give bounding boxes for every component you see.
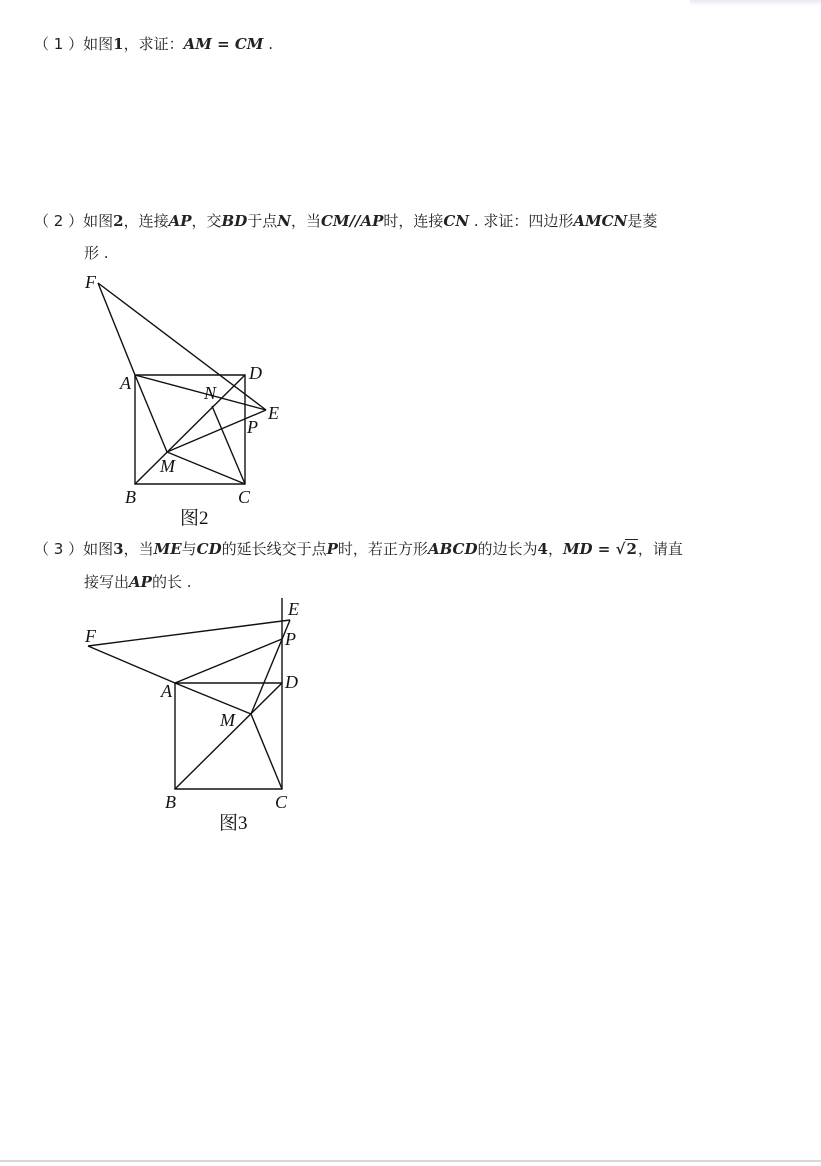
text: 是菱 xyxy=(627,212,658,230)
text: 的边长为 xyxy=(477,540,538,558)
paren-close: ） xyxy=(68,212,84,230)
label-A: A xyxy=(161,681,172,701)
label-F: F xyxy=(85,626,96,646)
label-D: D xyxy=(249,363,262,383)
text: ，求证： xyxy=(123,35,184,53)
part-number: 3 xyxy=(53,540,64,558)
equals-sign: = xyxy=(592,540,616,558)
question-part-2-line-2: 形 . xyxy=(84,244,109,262)
text: 如图 xyxy=(83,212,114,230)
figure-ref: 1 xyxy=(113,35,124,53)
math-expression: N xyxy=(277,212,291,230)
label-N: N xyxy=(204,383,217,403)
text: 如图 xyxy=(83,35,114,53)
math-expression: ME xyxy=(153,540,182,558)
text: ，交 xyxy=(191,212,222,230)
figure-2-caption: 图2 xyxy=(180,508,209,529)
paren-open: （ xyxy=(34,212,50,230)
figure-ref: 3 xyxy=(113,540,124,558)
segment-bd xyxy=(175,683,282,789)
paren-open: （ xyxy=(34,540,50,558)
sqrt-expression: √2 xyxy=(615,540,637,558)
text: ，当 xyxy=(123,540,154,558)
text: 如图 xyxy=(83,540,114,558)
math-expression: CM//AP xyxy=(320,212,384,230)
label-B: B xyxy=(125,487,136,507)
math-expression: CN xyxy=(443,212,470,230)
text: 的长 . xyxy=(151,573,192,591)
math-expression: CD xyxy=(196,540,222,558)
text: ，请直 xyxy=(637,540,683,558)
text: 与 xyxy=(181,540,197,558)
text: ，当 xyxy=(290,212,321,230)
label-C: C xyxy=(238,487,251,507)
text: 的延长线交于点 xyxy=(221,540,327,558)
paren-open: （ xyxy=(34,35,50,53)
math-expression: AM = CM xyxy=(183,35,264,53)
text: ， xyxy=(547,540,563,558)
math-expression: P xyxy=(326,540,338,558)
text: 于点 xyxy=(247,212,278,230)
figure-3-lines xyxy=(88,598,290,789)
figure-ref: 2 xyxy=(113,212,124,230)
segment-am xyxy=(175,683,251,714)
label-D: D xyxy=(285,672,298,692)
label-M: M xyxy=(220,710,235,730)
paren-close: ） xyxy=(68,35,84,53)
segment-fa xyxy=(88,646,175,683)
paren-close: ） xyxy=(68,540,84,558)
page-bottom-divider xyxy=(0,1160,821,1162)
part-number: 2 xyxy=(53,212,64,230)
text: ，连接 xyxy=(123,212,169,230)
text: 时，连接 xyxy=(383,212,444,230)
text: 时，若正方形 xyxy=(337,540,428,558)
text: 接写出 xyxy=(84,573,130,591)
math-expression: AP xyxy=(168,212,192,230)
label-M: M xyxy=(160,456,175,476)
math-expression: MD xyxy=(562,540,593,558)
label-E: E xyxy=(288,599,299,619)
label-F: F xyxy=(85,272,96,292)
period: . xyxy=(268,35,273,53)
segment-mc xyxy=(251,714,282,789)
part-number: 1 xyxy=(53,35,64,53)
math-expression: AMCN xyxy=(573,212,628,230)
segment-fe xyxy=(88,620,290,646)
math-expression: ABCD xyxy=(427,540,478,558)
figure-3-caption: 图3 xyxy=(219,813,248,834)
math-expression: BD xyxy=(221,212,248,230)
label-P: P xyxy=(247,417,258,437)
text: . 求证：四边形 xyxy=(473,212,574,230)
label-C: C xyxy=(275,792,288,812)
label-A: A xyxy=(120,373,131,393)
sqrt-radicand: 2 xyxy=(626,540,637,558)
math-expression: AP xyxy=(129,573,152,591)
label-E: E xyxy=(268,403,279,423)
label-B: B xyxy=(165,792,176,812)
side-length: 4 xyxy=(537,540,548,558)
label-P: P xyxy=(285,629,296,649)
